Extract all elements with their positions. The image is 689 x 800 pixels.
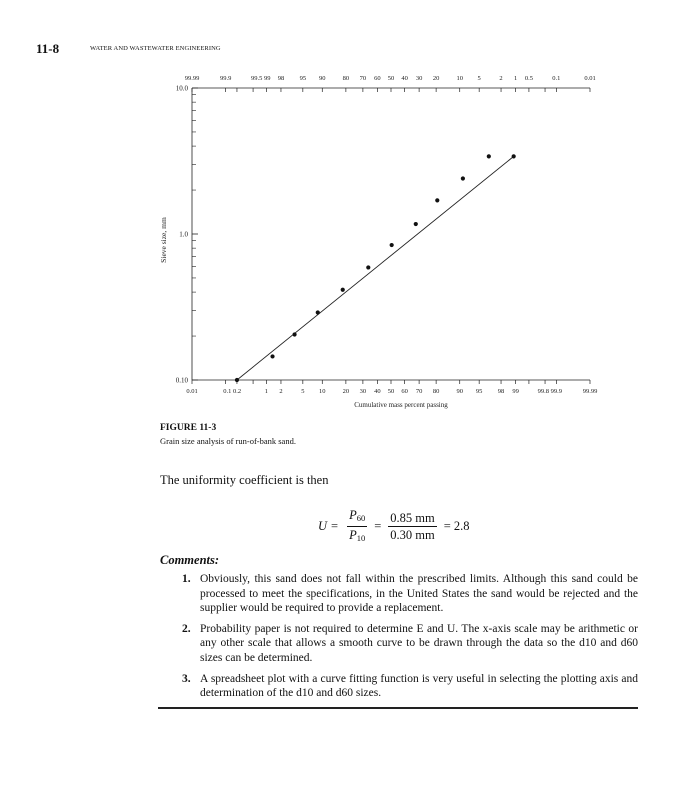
bottom-tick-label: 10 [319, 388, 326, 395]
bottom-tick-label: 99.8 99.9 [537, 388, 563, 395]
top-tick-label: 1 [513, 75, 518, 82]
top-tick-label: 0.01 [584, 75, 596, 82]
y-tick-label: 1.0 [179, 230, 188, 239]
x-axis-title: Cumulative mass percent passing [354, 401, 448, 409]
eq-p60: P [349, 508, 357, 522]
top-tick-label: 99.9 [219, 75, 232, 82]
top-tick-label: 70 [359, 75, 367, 82]
eq-equals: = [331, 519, 339, 533]
eq-result: = 2.8 [443, 519, 470, 533]
top-tick-label: 20 [432, 75, 440, 82]
top-tick-label: 80 [342, 75, 350, 82]
y-tick-label: 10.0 [175, 84, 188, 93]
eq-denominator: 0.30 mm [390, 528, 435, 542]
data-point [292, 332, 296, 336]
data-point [316, 310, 320, 314]
eq-p10-sub: 10 [356, 533, 366, 543]
bottom-tick-label: 99 [512, 388, 519, 395]
comment-item [182, 622, 638, 666]
bottom-tick-label: 0.01 [186, 388, 198, 395]
bottom-tick-label: 5 [301, 388, 305, 395]
comments-heading: Comments: [160, 553, 220, 567]
top-tick-label: 99.5 99 [250, 75, 271, 82]
bottom-tick-label: 20 [342, 388, 350, 395]
grain-size-chart [150, 60, 620, 420]
data-point [341, 288, 345, 292]
comment-number: 3. [182, 672, 191, 685]
figure-label: FIGURE 11-3 [160, 423, 217, 433]
top-tick-label: 90 [319, 75, 326, 82]
bottom-tick-label: 99.99 [582, 388, 598, 395]
section-rule [158, 707, 638, 709]
comment-text: Probability paper is not required to determine E and U. The x-axis scale may be arithmetic or any other scale that allows a smooth curve to be drawn through the data so the d10 and d60 sizes can be determined. [200, 622, 638, 664]
bottom-tick-label: 40 [374, 388, 381, 395]
eq-lhs: U [318, 519, 328, 533]
eq-numeric-fraction [388, 511, 436, 542]
top-tick-label: 30 [415, 75, 423, 82]
eq-p60-sub: 60 [356, 513, 366, 523]
comments-list [182, 572, 638, 707]
bottom-tick-label: 2 [279, 388, 283, 395]
data-point [270, 354, 274, 358]
uniformity-equation: U = $\frac{P_{60}}{P_{10}}$ = $\frac{0.85 mm}{0.30 mm}$ = 2.8 [318, 508, 470, 543]
bottom-tick-label: 95 [475, 388, 483, 395]
top-tick-label: 10 [456, 75, 463, 82]
bottom-tick-label: 60 [401, 388, 408, 395]
bottom-tick-label: 50 [387, 388, 395, 395]
top-tick-label: 99.99 [184, 75, 200, 82]
comment-item [182, 572, 638, 616]
bottom-tick-label: 0.1 0.2 [223, 388, 242, 395]
bottom-tick-label: 90 [456, 388, 463, 395]
data-point [366, 265, 370, 269]
eq-symbolic-fraction [347, 508, 367, 545]
comment-number: 1. [182, 573, 191, 585]
bottom-tick-label: 80 [432, 388, 440, 395]
top-tick-label: 0.1 [552, 75, 561, 82]
top-tick-label: 5 [477, 75, 481, 82]
top-tick-label: 2 [499, 75, 503, 82]
bottom-tick-label: 30 [359, 388, 367, 395]
eq-p10: P [349, 528, 357, 542]
comment-item [182, 672, 638, 701]
data-point [461, 176, 465, 180]
data-point [390, 243, 394, 247]
top-tick-label: 95 [299, 75, 307, 82]
top-tick-label: 40 [401, 75, 408, 82]
data-point [414, 222, 418, 226]
fit-line [237, 156, 514, 380]
top-tick-label: 98 [277, 75, 285, 82]
comment-text: Obviously, this sand does not fall within the prescribed limits. Although this sand could be processed to meet the specifications, in the United States the sand would be rejected and the supplier would be required to provide a replacement. [200, 573, 638, 615]
bottom-tick-label: 70 [415, 388, 423, 395]
running-title: WATER AND WASTEWATER ENGINEERING [90, 45, 221, 52]
y-axis-title: Sieve size, mm [159, 217, 168, 263]
data-point [512, 154, 516, 158]
top-tick-label: 50 [387, 75, 395, 82]
comment-number: 2. [182, 622, 191, 635]
comment-text: A spreadsheet plot with a curve fitting function is very useful in selecting the plotting axis and determination of the d10 and d60 sizes. [200, 672, 638, 700]
top-tick-label: 0.5 [524, 75, 533, 82]
data-point [435, 198, 439, 202]
intro-text: The uniformity coefficient is then [160, 473, 329, 487]
y-tick-label: 0.10 [175, 376, 188, 385]
data-point [235, 378, 239, 382]
data-point [487, 154, 491, 158]
figure-caption: Grain size analysis of run-of-bank sand. [160, 436, 296, 446]
top-tick-label: 60 [374, 75, 381, 82]
page-number: 11-8 [36, 41, 60, 56]
bottom-tick-label: 98 [497, 388, 505, 395]
eq-numerator: 0.85 mm [390, 511, 435, 525]
bottom-tick-label: 1 [264, 388, 269, 395]
